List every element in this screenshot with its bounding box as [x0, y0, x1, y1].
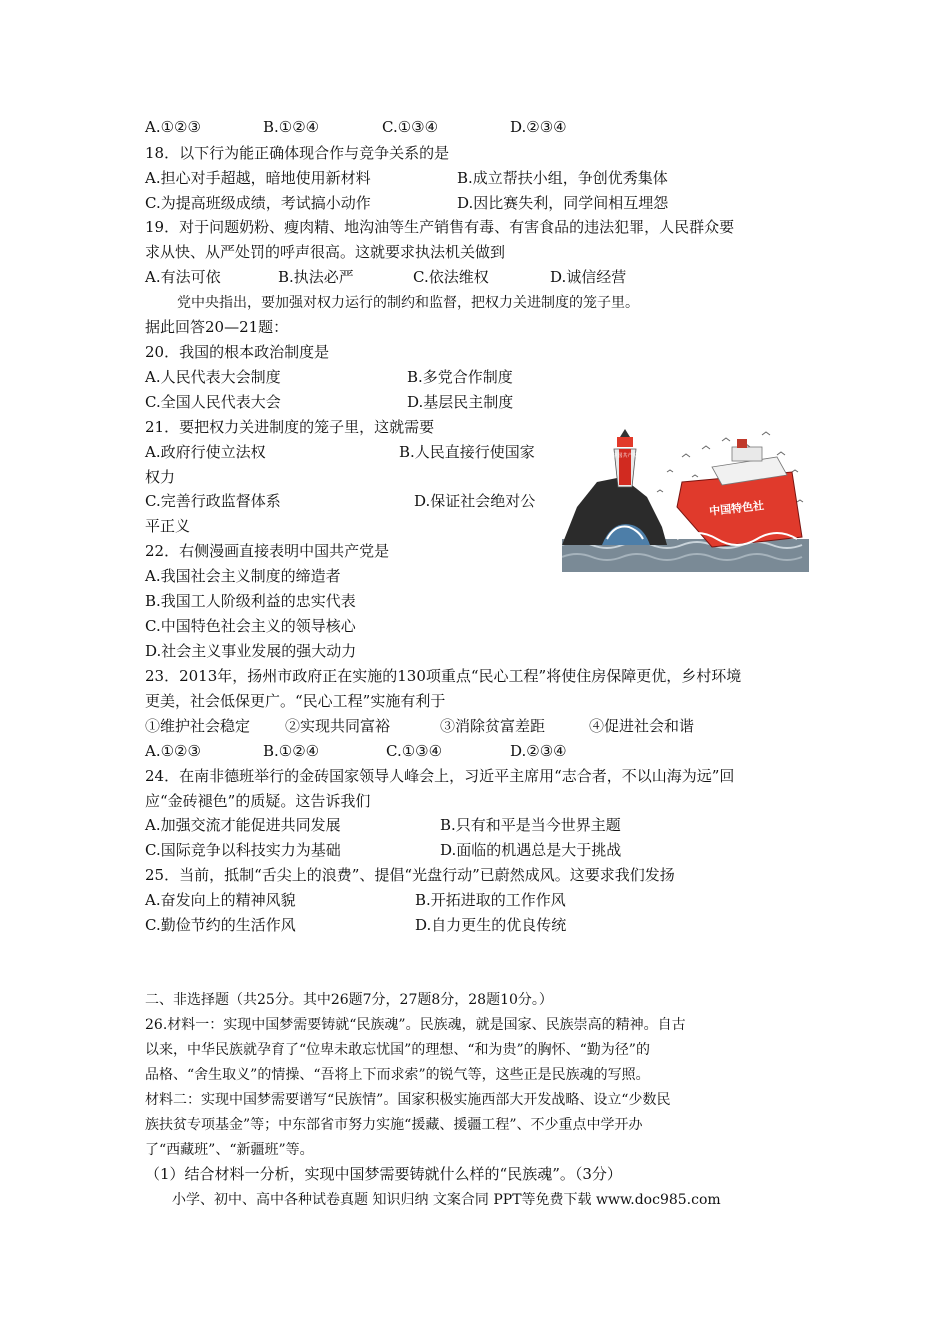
q21-option-c: C.完善行政监督体系: [145, 492, 281, 510]
q23-stem-line1: 23．2013年，扬州市政府正在实施的130项重点“民心工程”将使住房保障更优，乡村环境: [145, 667, 742, 685]
q20-stem: 20．我国的根本政治制度是: [145, 343, 330, 361]
q24-option-a: A.加强交流才能促进共同发展: [145, 816, 341, 834]
context-line1: 党中央指出，要加强对权力运行的制约和监督，把权力关进制度的笼子里。: [177, 295, 639, 311]
q23-item-4: ④促进社会和谐: [589, 717, 695, 735]
q23-item-3: ③消除贫富差距: [440, 717, 546, 735]
ship-label: 中国特色社: [708, 499, 765, 518]
q18-option-b: B.成立帮扶小组，争创优秀集体: [457, 169, 668, 187]
q17-option-d: D.②③④: [510, 118, 567, 136]
context-line2: 据此回答20—21题：: [145, 318, 289, 336]
q24-option-c: C.国际竞争以科技实力为基础: [145, 841, 341, 859]
q18-stem: 18．以下行为能正确体现合作与竞争关系的是: [145, 144, 450, 162]
q23-item-1: ①维护社会稳定: [145, 717, 251, 735]
q20-option-a: A.人民代表大会制度: [145, 368, 281, 386]
q24-option-d: D.面临的机遇总是大于挑战: [440, 841, 622, 859]
q23-item-2: ②实现共同富裕: [285, 717, 391, 735]
q24-stem-line1: 24．在南非德班举行的金砖国家领导人峰会上，习近平主席用“志合者，不以山海为远”回: [145, 767, 735, 785]
q24-stem-line2: 应“金砖褪色”的质疑。这告诉我们: [145, 792, 371, 810]
q25-stem: 25．当前，抵制“舌尖上的浪费”、提倡“光盘行动”已蔚然成风。这要求我们发扬: [145, 866, 675, 884]
q21-stem: 21．要把权力关进制度的笼子里，这就需要: [145, 418, 435, 436]
q22-option-d: D.社会主义事业发展的强大动力: [145, 642, 357, 660]
q25-option-c: C.勤俭节约的生活作风: [145, 916, 296, 934]
q22-stem: 22．右侧漫画直接表明中国共产党是: [145, 542, 390, 560]
q24-option-b: B.只有和平是当今世界主题: [440, 816, 621, 834]
q22-option-a: A.我国社会主义制度的缔造者: [145, 567, 341, 585]
q23-option-c: C.①③④: [386, 742, 443, 760]
q18-option-d: D.因比赛失利，同学间相互埋怨: [457, 194, 669, 212]
q22-option-b: B.我国工人阶级利益的忠实代表: [145, 592, 356, 610]
footer-text: 小学、初中、高中各种试卷真题 知识归纳 文案合同 PPT等免费下载 www.doc985.com: [172, 1192, 721, 1208]
q26-material1-line1: 26.材料一：实现中国梦需要铸就“民族魂”。民族魂，就是国家、民族崇高的精神。自古: [145, 1017, 686, 1033]
q22-option-c: C.中国特色社会主义的领导核心: [145, 617, 356, 635]
q25-option-b: B.开拓进取的工作作风: [415, 891, 566, 909]
q17-option-c: C.①③④: [382, 118, 439, 136]
q25-option-d: D.自力更生的优良传统: [415, 916, 567, 934]
q26-subquestion1: （1）结合材料一分析，实现中国梦需要铸就什么样的“民族魂”。（3分）: [145, 1165, 622, 1183]
q21-option-b-continued: 权力: [145, 468, 176, 486]
q23-option-b: B.①②④: [263, 742, 320, 760]
q17-option-a: A.①②③: [145, 118, 201, 136]
q23-option-a: A.①②③: [145, 742, 201, 760]
q18-option-a: A.担心对手超越，暗地使用新材料: [145, 169, 371, 187]
q26-material2-line2: 族扶贫专项基金”等；中东部省市努力实施“援藏、援疆工程”、不少重点中学开办: [145, 1117, 643, 1133]
q19-option-b: B.执法必严: [278, 268, 354, 286]
cartoon-illustration: [562, 427, 809, 572]
q18-option-c: C.为提高班级成绩，考试搞小动作: [145, 194, 371, 212]
q19-option-a: A.有法可依: [145, 268, 221, 286]
q19-option-d: D.诚信经营: [550, 268, 627, 286]
section2-title: 二、非选择题（共25分。其中26题7分，27题8分，28题10分。）: [145, 992, 553, 1008]
q17-option-b: B.①②④: [263, 118, 320, 136]
q19-option-c: C.依法维权: [413, 268, 489, 286]
q26-material1-line3: 品格、“舍生取义”的情操、“吾将上下而求索”的锐气等，这些正是民族魂的写照。: [145, 1067, 650, 1083]
q23-stem-line2: 更美，社会低保更广。“民心工程”实施有利于: [145, 692, 446, 710]
q21-option-d-continued: 平正义: [145, 517, 191, 535]
q20-option-d: D.基层民主制度: [407, 393, 514, 411]
q21-option-b: B.人民直接行使国家: [399, 443, 535, 461]
q26-material2-line3: 了“西藏班”、“新疆班”等。: [145, 1142, 314, 1158]
q23-option-d: D.②③④: [510, 742, 567, 760]
q20-option-c: C.全国人民代表大会: [145, 393, 281, 411]
q25-option-a: A.奋发向上的精神风貌: [145, 891, 296, 909]
q19-stem-line1: 19．对于问题奶粉、瘦肉精、地沟油等生产销售有毒、有害食品的违法犯罪，人民群众要: [145, 218, 735, 236]
q21-option-d: D.保证社会绝对公: [414, 492, 536, 510]
q26-material2-line1: 材料二：实现中国梦需要谱写“民族情”。国家积极实施西部大开发战略、设立“少数民: [145, 1092, 671, 1108]
q26-material1-line2: 以来，中华民族就孕育了“位卑未敢忘忧国”的理想、“和为贵”的胸怀、“勤为径”的: [145, 1042, 650, 1058]
lighthouse-label: 中国共产党: [612, 453, 638, 459]
q19-stem-line2: 求从快、从严处罚的呼声很高。这就要求执法机关做到: [145, 243, 506, 261]
q20-option-b: B.多党合作制度: [407, 368, 513, 386]
q21-option-a: A.政府行使立法权: [145, 443, 266, 461]
